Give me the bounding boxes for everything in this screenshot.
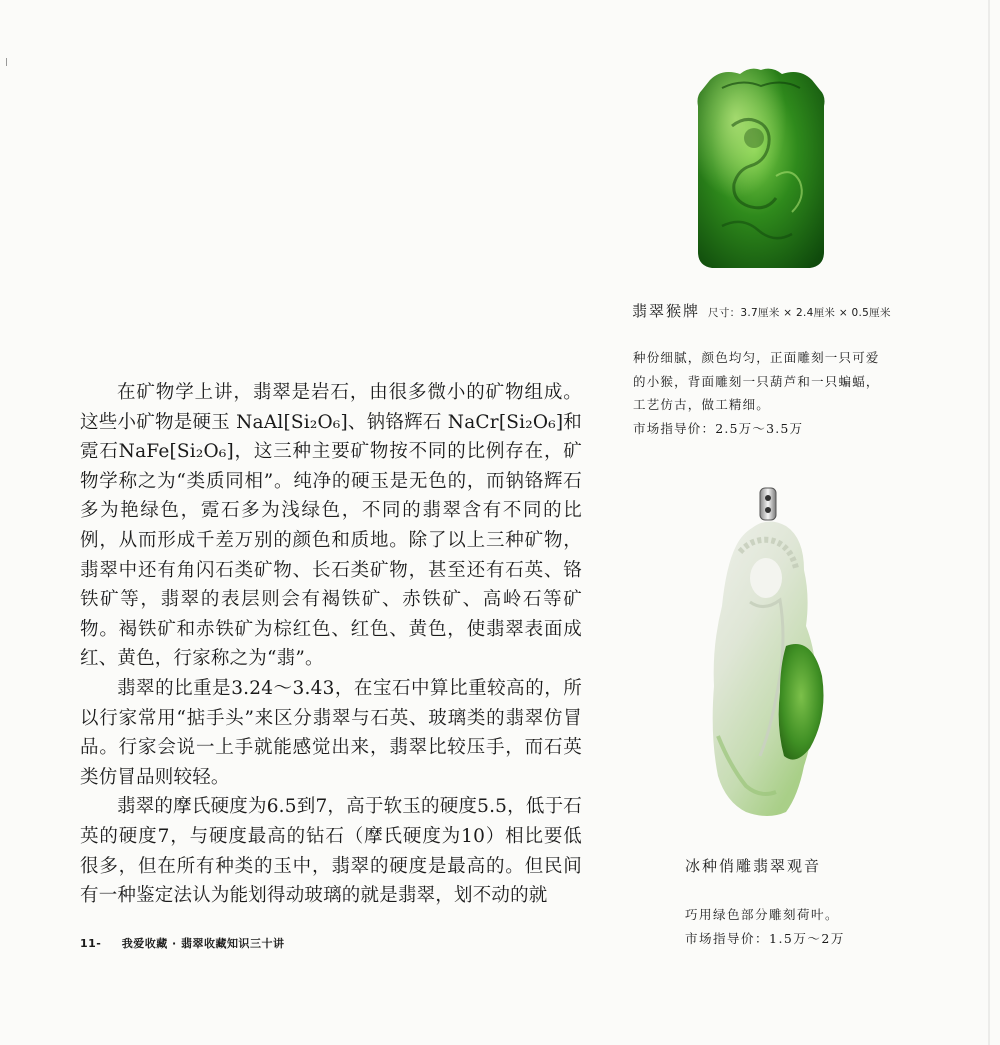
plaque-desc-line: 种份细腻，颜色均匀，正面雕刻一只可爱 (633, 350, 880, 365)
plaque-caption (632, 300, 891, 321)
jade-guanyin-pendant-image (700, 486, 834, 822)
guanyin-description (685, 903, 945, 950)
article-body (80, 378, 582, 911)
paragraph-mineralogy: 在矿物学上讲，翡翠是岩石，由很多微小的矿物组成。这些小矿物是硬玉 NaAl[Si₂O₆]、钠铬辉石 NaCr[Si₂O₆]和霓石NaFe[Si₂O₆]，这三种主要矿物按不同的比例存在，矿物学称之为“类质同相”。纯净的硬玉是无色的，而钠铬辉石多为艳绿色，霓石多为浅绿色，不同的翡翠含有不同的比例，从而形成千差万别的颜色和质地。除了以上三种矿物，翡翠中还有角闪石类矿物、长石类矿物，甚至还有石英、铬铁矿等，翡翠的表层则会有褐铁矿、赤铁矿、高岭石等矿物。褐铁矿和赤铁矿为棕红色、红色、黄色，使翡翠表面成红、黄色，行家称之为“翡”。 (80, 382, 582, 670)
page-edge-line (988, 0, 990, 1045)
page-number: 11- (80, 937, 102, 950)
plaque-price: 市场指导价：2.5万～3.5万 (633, 420, 804, 436)
plaque-desc-line: 的小猴，背面雕刻一只葫芦和一只蝙蝠， (633, 373, 880, 389)
guanyin-price: 市场指导价：1.5万～2万 (685, 930, 845, 946)
plaque-desc-line: 工艺仿古，做工精细。 (633, 397, 771, 412)
book-title: 我爱收藏 · 翡翠收藏知识三十讲 (121, 937, 285, 950)
guanyin-desc-line: 巧用绿色部分雕刻荷叶。 (685, 907, 840, 922)
jade-monkey-plaque-image (692, 66, 830, 272)
paragraph-specific-gravity: 翡翠的比重是3.24～3.43，在宝石中算比重较高的，所以行家常用“掂手头”来区分翡翠与石英、玻璃类的翡翠仿冒品。行家会说一上手就能感觉出来，翡翠比较压手，而石英类仿冒品则较轻。 (80, 677, 582, 788)
paragraph-hardness: 翡翠的摩氏硬度为6.5到7，高于软玉的硬度5.5，低于石英的硬度7，与硬度最高的钻石（摩氏硬度为10）相比要低很多，但在所有种类的玉中，翡翠的硬度是最高的。但民间有一种鉴定法认为能划得动玻璃的就是翡翠，划不动的就 (80, 796, 582, 907)
plaque-title: 翡翠猴牌 (632, 302, 701, 320)
guanyin-title: 冰种俏雕翡翠观音 (685, 857, 822, 875)
plaque-size: 尺寸：3.7厘米 × 2.4厘米 × 0.5厘米 (708, 307, 891, 319)
page-footer (80, 935, 285, 951)
binding-mark (6, 58, 7, 66)
plaque-description (633, 346, 923, 440)
